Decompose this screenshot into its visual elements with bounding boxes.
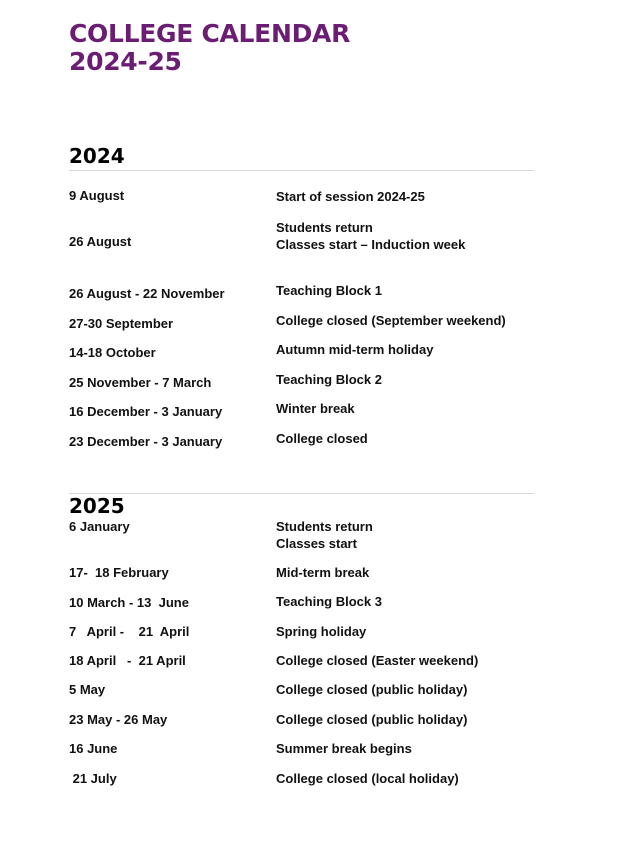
event-date: 23 May - 26 May (69, 712, 168, 727)
event-description: College closed (276, 431, 368, 446)
event-description: College closed (Easter weekend) (276, 653, 479, 668)
event-date: 26 August - 22 November (69, 286, 225, 301)
event-description: Teaching Block 1 (276, 283, 382, 298)
event-date: 17- 18 February (69, 565, 169, 580)
event-date: 25 November - 7 March (69, 375, 212, 390)
event-date: 21 July (69, 771, 117, 786)
event-date: 16 June (69, 741, 118, 756)
event-description: Summer break begins (276, 741, 412, 756)
event-description: Students return Classes start (276, 519, 373, 551)
event-date: 16 December - 3 January (69, 404, 223, 419)
event-description: College closed (public holiday) (276, 712, 468, 727)
event-description: Mid-term break (276, 565, 370, 580)
event-date: 27-30 September (69, 316, 174, 331)
event-date: 26 August (69, 234, 132, 249)
event-date: 10 March - 13 June (69, 595, 189, 610)
event-date: 18 April - 21 April (69, 653, 186, 668)
event-description: Spring holiday (276, 624, 367, 639)
event-description: Start of session 2024-25 (276, 189, 425, 204)
event-description: Autumn mid-term holiday (276, 342, 434, 357)
event-description: Teaching Block 3 (276, 594, 382, 609)
event-description: College closed (local holiday) (276, 771, 459, 786)
event-date: 23 December - 3 January (69, 434, 223, 449)
event-date: 14-18 October (69, 345, 156, 360)
event-description: Teaching Block 2 (276, 372, 382, 387)
event-description: College closed (September weekend) (276, 313, 506, 328)
event-description: College closed (public holiday) (276, 682, 468, 697)
page-title (69, 20, 350, 76)
event-date: 7 April - 21 April (69, 624, 190, 639)
title-line-2: 2024-25 (69, 47, 182, 76)
event-date: 6 January (69, 519, 130, 534)
section-divider (69, 493, 534, 494)
title-line-1: COLLEGE CALENDAR (69, 19, 351, 48)
event-description: Winter break (276, 401, 355, 416)
event-date: 9 August (69, 188, 125, 203)
section-year-2024: 2024 (69, 144, 125, 168)
section-divider (69, 170, 534, 171)
event-date: 5 May (69, 682, 106, 697)
event-description: Students return Classes start – Induction week (276, 220, 466, 252)
section-year-2025: 2025 (69, 494, 125, 518)
